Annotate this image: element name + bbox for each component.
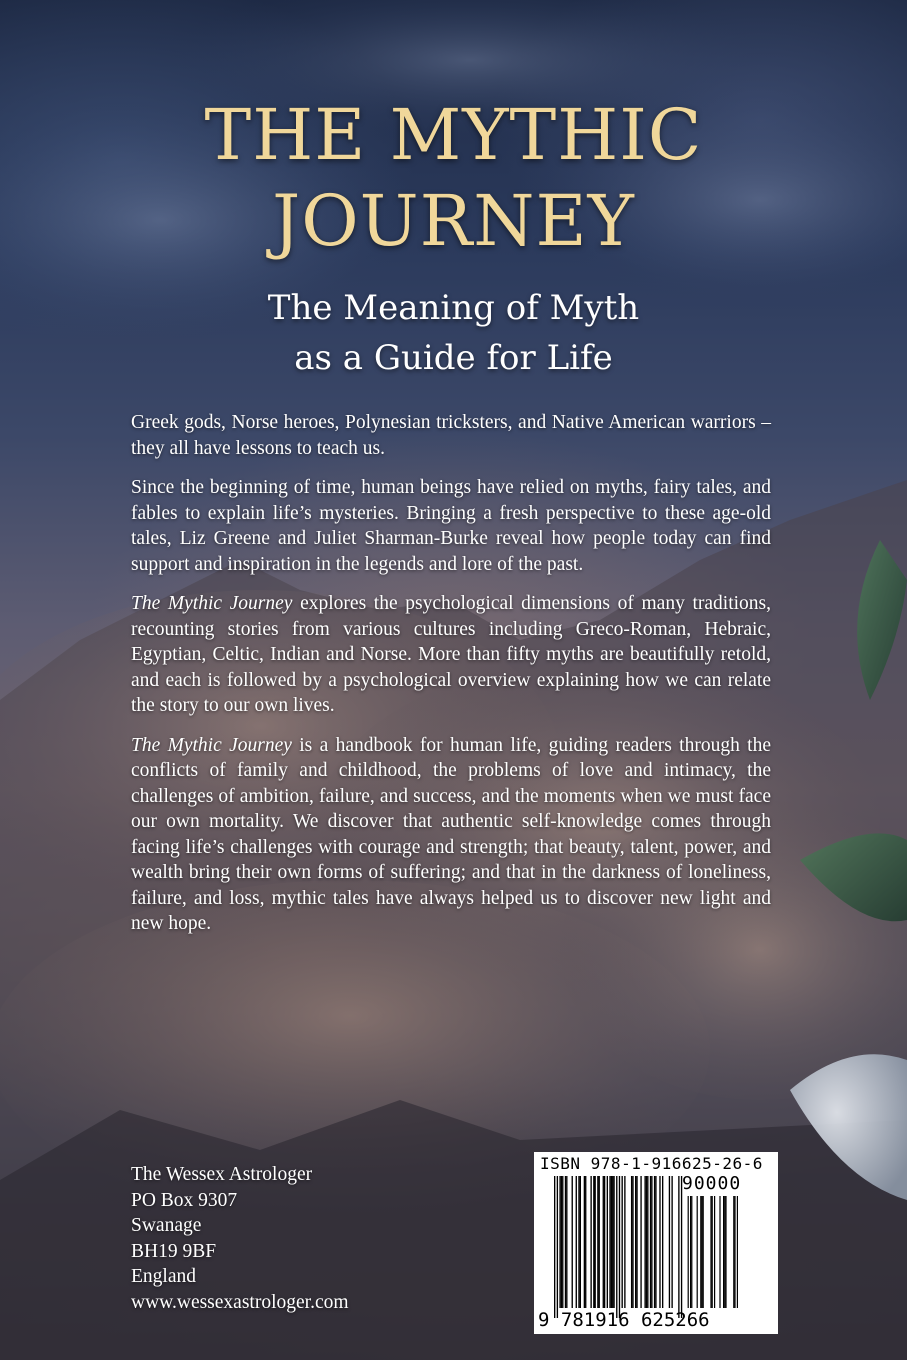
publisher-address: [131, 1162, 349, 1315]
barcode-bar: [595, 1176, 596, 1308]
blurb-paragraph: Since the beginning of time, human beings have relied on myths, fairy tales, and fables to explain life’s mysteries. Bringing a fresh perspective to these age-old tales, Liz Greene and Juliet Sharman-Burke reveal how people today can find support and inspiration in the legends and lore of the past.: [131, 477, 771, 575]
publisher-website: www.wessexastrologer.com: [131, 1291, 349, 1313]
barcode-bar: [554, 1176, 555, 1318]
barcode-bar: [654, 1176, 655, 1308]
addon-bar: [719, 1196, 720, 1308]
publisher-name: The Wessex Astrologer: [131, 1164, 313, 1185]
barcode-bar: [631, 1176, 632, 1308]
barcode-bar: [584, 1176, 585, 1308]
addon-bar: [701, 1196, 702, 1308]
barcode-bar: [557, 1176, 558, 1318]
barcode-bar: [604, 1176, 605, 1308]
barcode-bar: [671, 1176, 672, 1308]
addon-bar: [690, 1196, 691, 1308]
barcode-bars: [534, 1152, 778, 1334]
book-title-italic: The Mythic Journey: [131, 593, 293, 614]
addon-bar: [714, 1196, 715, 1308]
barcode-bar: [662, 1176, 663, 1308]
barcode-bar: [590, 1176, 591, 1308]
barcode-bar: [612, 1176, 613, 1308]
addon-bar: [703, 1196, 704, 1308]
addon-bar: [697, 1196, 698, 1308]
addon-bar: [723, 1196, 724, 1308]
barcode-bar: [622, 1176, 623, 1308]
barcode-bar: [624, 1176, 625, 1308]
book-subtitle-line-1: The Meaning of Myth: [267, 288, 640, 328]
book-title-line-1: THE MYTHIC: [204, 94, 703, 176]
barcode-bar: [678, 1176, 679, 1318]
blurb-paragraph-text: is a handbook for human life, guiding readers through the conflicts of family and childhood, the problems of love and intimacy, the challenges of ambition, failure, and success, and the moments when we must face our own mortality. We discover that authentic self-knowledge comes through facing life’s challenges with courage and strength; that beauty, talent, power, and wealth bring their own forms of suffering; and that in the darkness of loneliness, failure, and loss, mythic tales have always helped us to discover new light and new hope.: [131, 734, 771, 934]
book-subtitle: [0, 283, 907, 383]
isbn-label: ISBN 978-1-916625-26-6: [540, 1154, 763, 1173]
barcode-bar: [655, 1176, 656, 1308]
book-title-line-2: JOURNEY: [272, 180, 635, 262]
blurb-paragraph: [131, 733, 771, 937]
publisher-town: Swanage: [131, 1215, 202, 1236]
barcode-bar: [576, 1176, 577, 1308]
addon-bar: [725, 1196, 726, 1308]
addon-bar: [734, 1196, 735, 1308]
barcode-bar: [613, 1176, 614, 1308]
barcode-bar: [578, 1176, 579, 1308]
barcode-bar: [609, 1176, 610, 1308]
barcode-bar: [635, 1176, 636, 1308]
book-title: [0, 92, 907, 264]
publisher-postcode: BH19 9BF: [131, 1240, 217, 1262]
publisher-po-box: PO Box 9307: [131, 1189, 238, 1211]
barcode-bar: [619, 1176, 620, 1318]
addon-bar: [737, 1196, 738, 1308]
barcode-bar: [647, 1176, 648, 1308]
barcode-bar: [599, 1176, 600, 1308]
book-title-italic: The Mythic Journey: [131, 734, 292, 756]
barcode-bar: [659, 1176, 660, 1308]
blurb-paragraph-text: explores the psychological dimensions of many traditions, recounting stories from various cultures including Greco-Roman, Hebraic, Egyptian, Celtic, Indian and Norse. More than fifty myths are beautifully retold, and each is followed by a psychological overview explaining how we can relate the story to our own lives.: [131, 593, 772, 716]
price-code: 90000: [682, 1173, 742, 1194]
ean-digits: 9 781916 625266: [538, 1309, 710, 1331]
addon-bar: [733, 1196, 734, 1308]
barcode-bar: [644, 1176, 645, 1308]
addon-bar: [700, 1196, 701, 1308]
barcode-bar: [603, 1176, 604, 1308]
barcode-bar: [669, 1176, 670, 1308]
barcode-bar: [651, 1176, 652, 1308]
barcode-bar: [636, 1176, 637, 1308]
blurb-paragraph: Greek gods, Norse heroes, Polynesian tricksters, and Native American warriors – they all have lessons to teach us.: [131, 412, 771, 459]
barcode-bar: [611, 1176, 612, 1308]
barcode-bar: [580, 1176, 581, 1308]
barcode-bar: [632, 1176, 633, 1308]
book-subtitle-line-2: as a Guide for Life: [294, 338, 613, 378]
isbn-barcode: [534, 1152, 778, 1334]
barcode-bar: [640, 1176, 641, 1308]
barcode-bar: [559, 1176, 560, 1308]
addon-bar: [710, 1196, 711, 1308]
book-blurb: [131, 410, 771, 951]
barcode-bar: [561, 1176, 562, 1308]
addon-bar: [724, 1196, 725, 1308]
addon-bar: [712, 1196, 713, 1308]
publisher-country: England: [131, 1266, 196, 1287]
barcode-bar: [572, 1176, 573, 1308]
barcode-bar: [616, 1176, 617, 1318]
barcode-bar: [593, 1176, 594, 1308]
barcode-bar: [650, 1176, 651, 1308]
barcode-bar: [681, 1176, 682, 1318]
barcode-bar: [607, 1176, 608, 1308]
barcode-bar: [646, 1176, 647, 1308]
barcode-bar: [585, 1176, 586, 1308]
barcode-bar: [562, 1176, 563, 1308]
barcode-bar: [565, 1176, 566, 1308]
addon-bar: [691, 1196, 692, 1308]
addon-bar: [688, 1196, 689, 1308]
barcode-bar: [566, 1176, 567, 1308]
barcode-bar: [597, 1176, 598, 1308]
blurb-paragraph: [131, 591, 771, 719]
